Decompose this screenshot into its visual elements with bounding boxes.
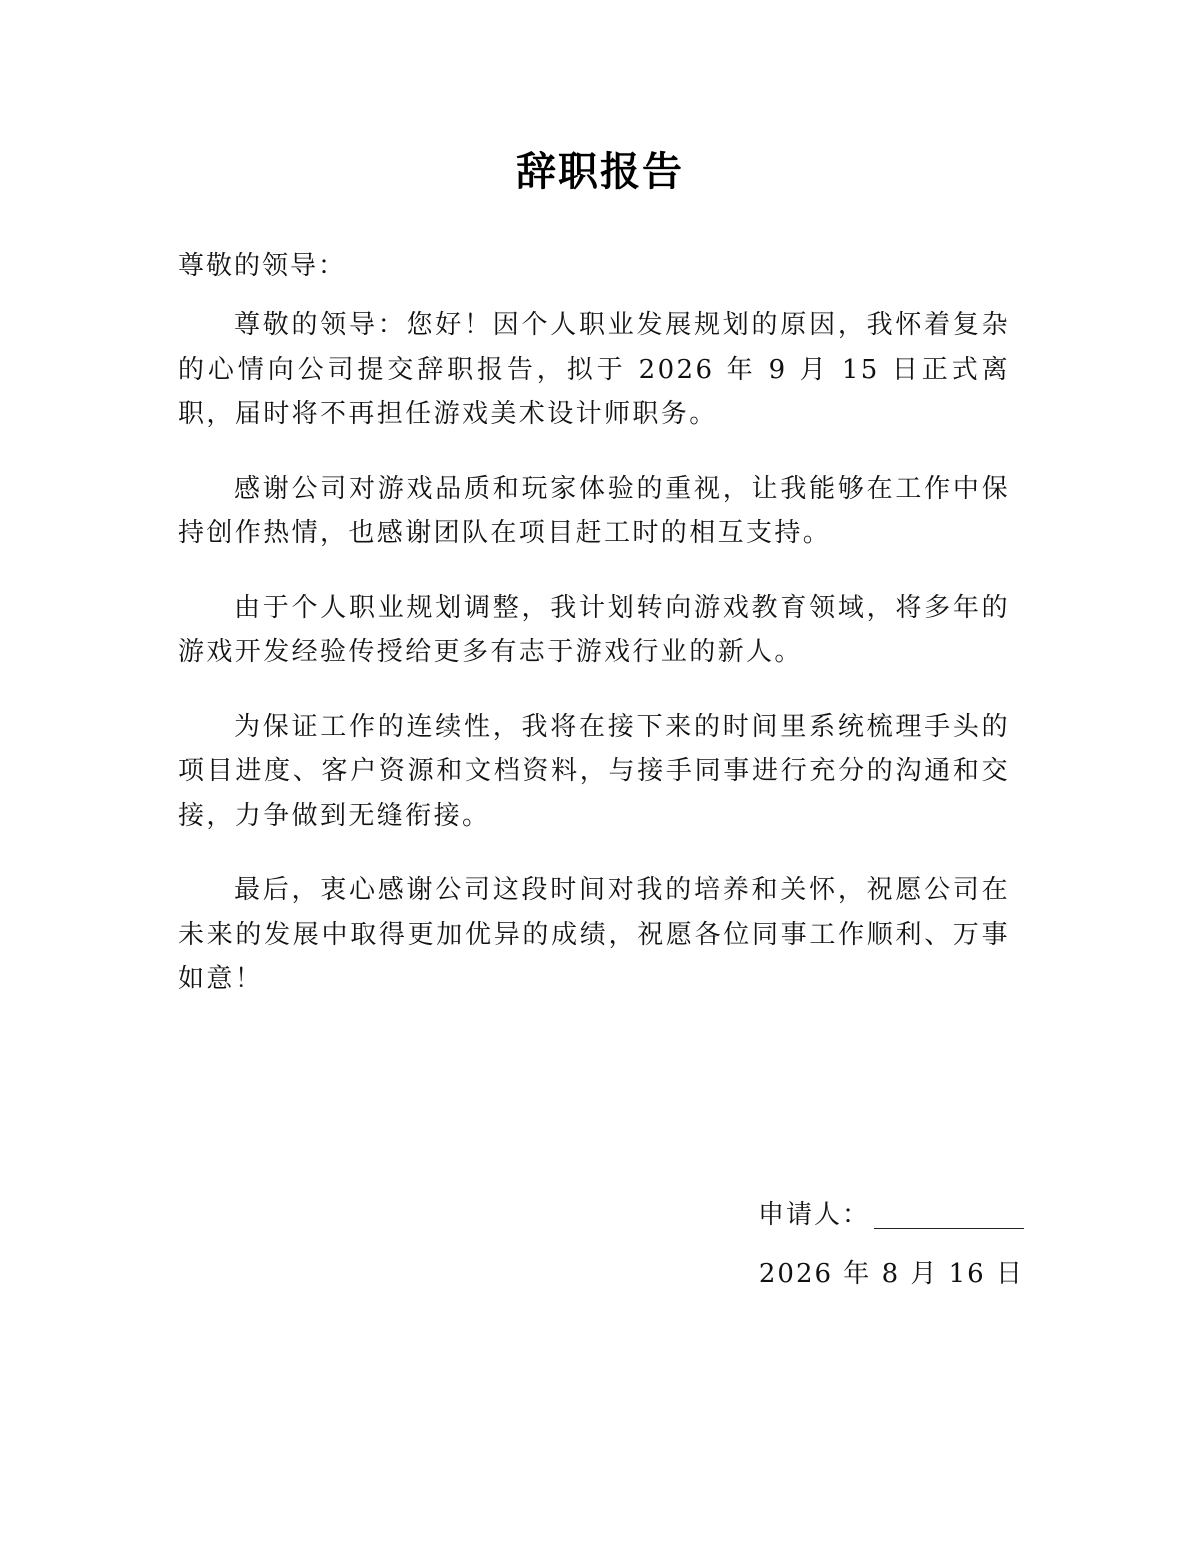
signature-block xyxy=(758,1195,1024,1235)
paragraph-greeting: 尊敬的领导：您好！因个人职业发展规划的原因，我怀着复杂的心情向公司提交辞职报告，拟于 2026 年 9 月 15 日正式离职，届时将不再担任游戏美术设计师职务。 xyxy=(178,310,1010,429)
paragraph-thanks: 感谢公司对游戏品质和玩家体验的重视，让我能够在工作中保持创作热情，也感谢团队在项目赶工时的相互支持。 xyxy=(178,473,1010,548)
document-date: 2026 年 8 月 16 日 xyxy=(758,1259,1024,1289)
paragraph-reason: 由于个人职业规划调整，我计划转向游戏教育领域，将多年的游戏开发经验传授给更多有志于游戏行业的新人。 xyxy=(178,592,1010,667)
paragraph-handover: 为保证工作的连续性，我将在接下来的时间里系统梳理手头的项目进度、客户资源和文档资料，与接手同事进行充分的沟通和交接，力争做到无缝衔接。 xyxy=(178,711,1010,831)
document-body xyxy=(178,303,1010,1032)
signature-label: 申请人： xyxy=(757,1200,870,1230)
document-title: 辞职报告 xyxy=(516,149,684,195)
salutation: 尊敬的领导： xyxy=(178,251,347,281)
signature-line xyxy=(874,1202,1024,1229)
paragraph-closing: 最后，衷心感谢公司这段时间对我的培养和关怀，祝愿公司在未来的发展中取得更加优异的成绩，祝愿各位同事工作顺利、万事如意！ xyxy=(178,875,1010,994)
